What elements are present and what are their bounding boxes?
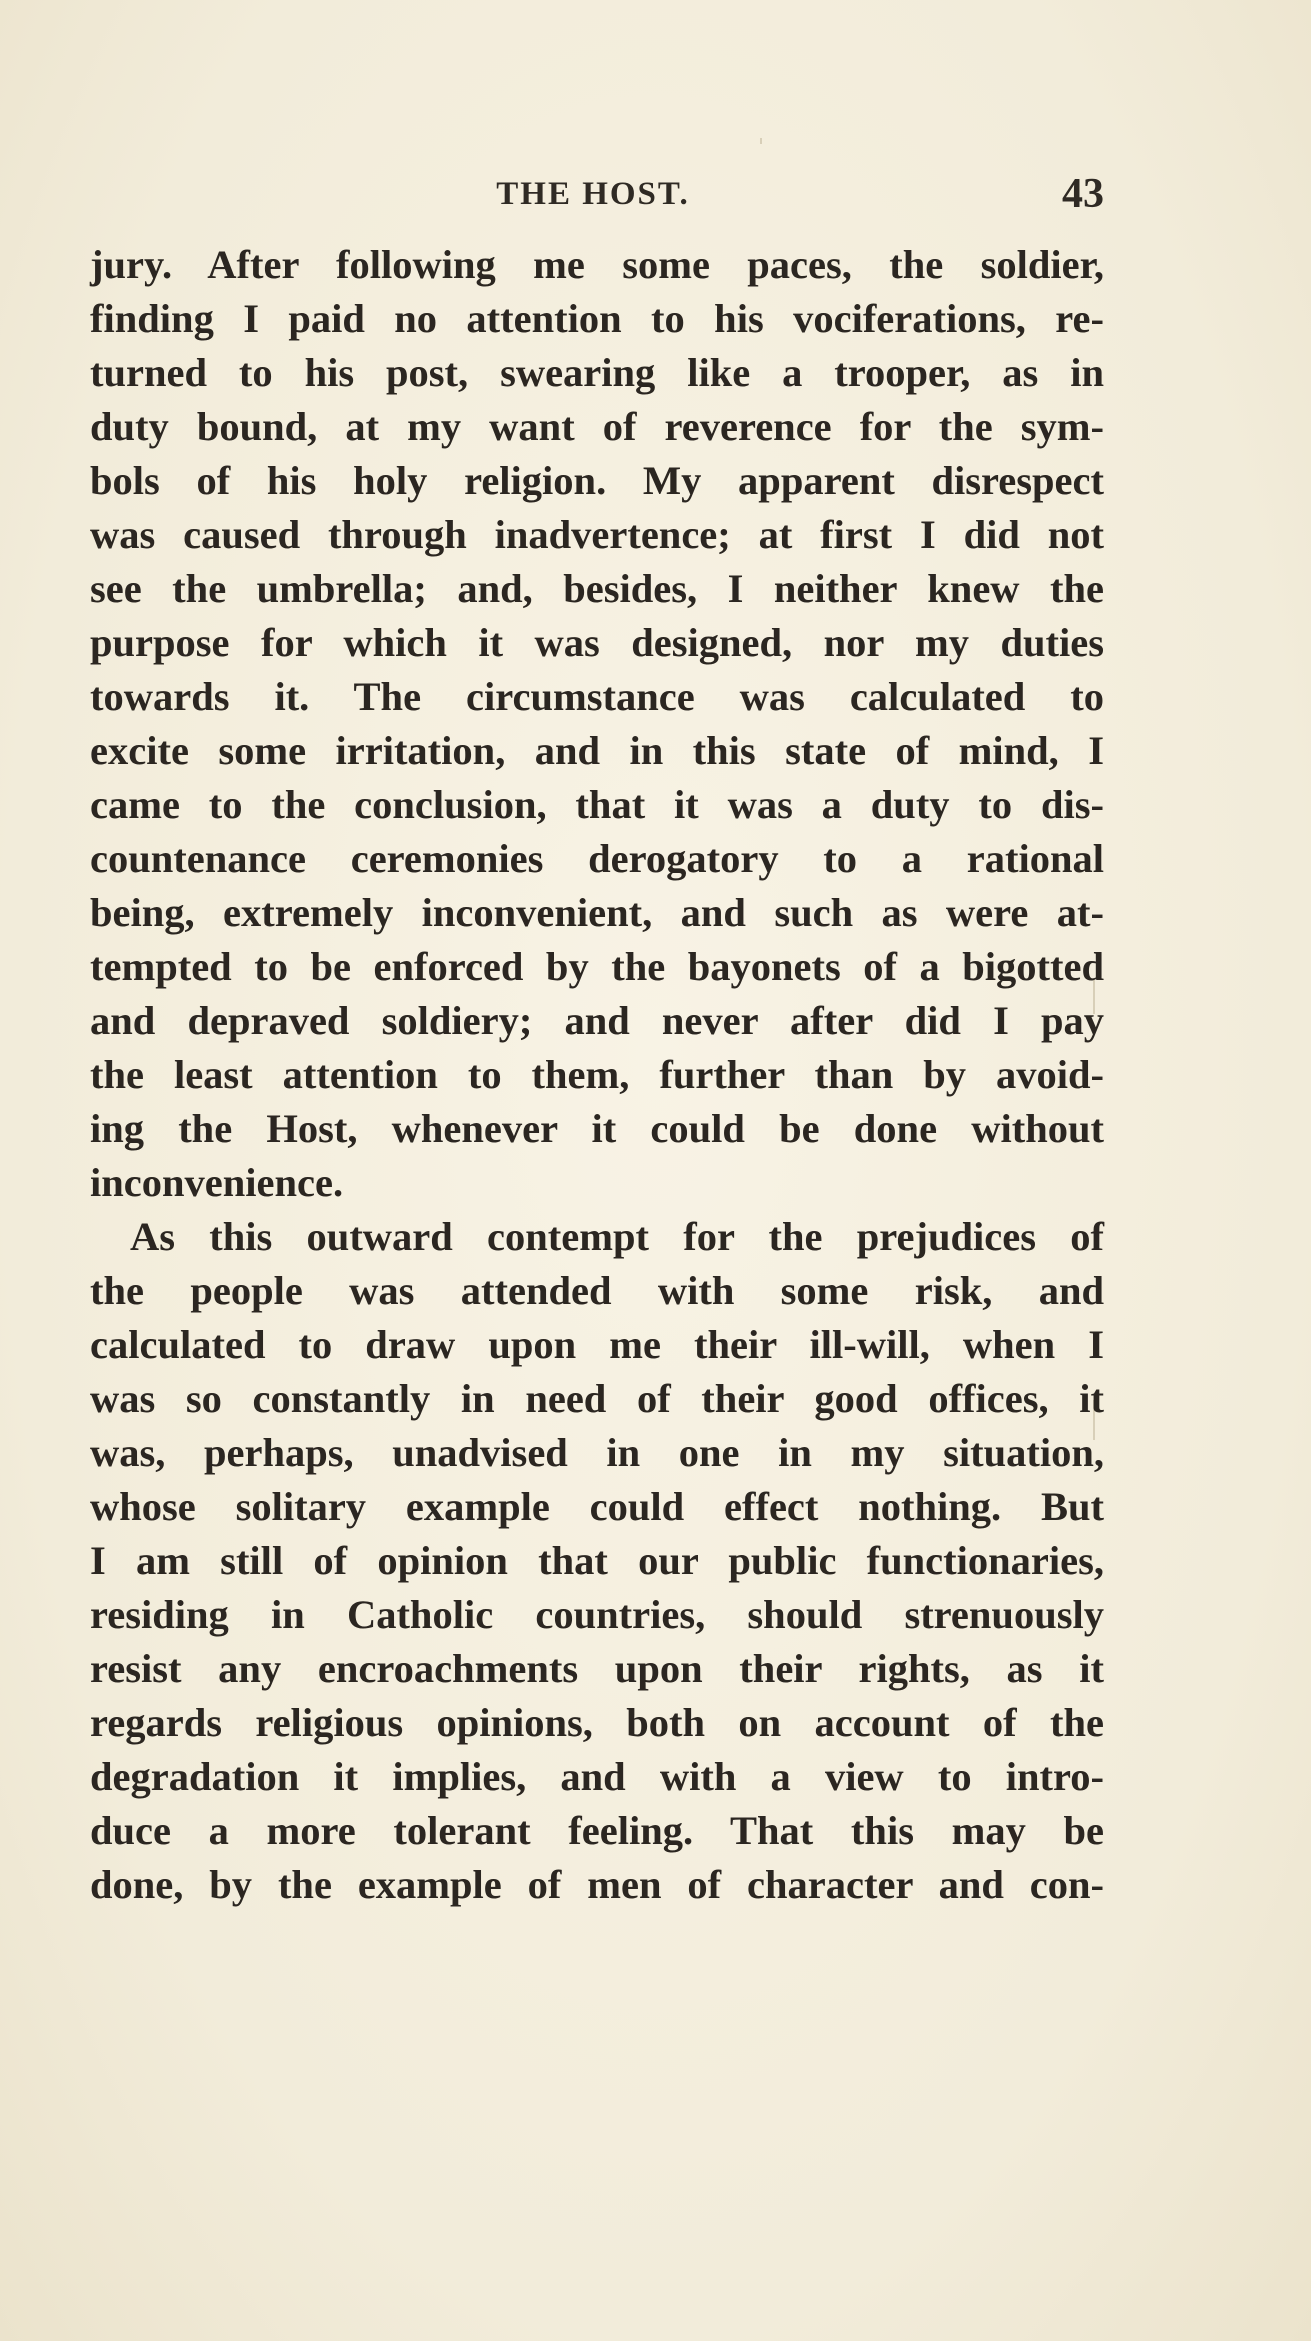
text-line: finding I paid no attention to his vociferations, re- [90,296,1104,341]
text-line: jury. After following me some paces, the soldier, [90,242,1104,287]
text-line: see the umbrella; and, besides, I neither knew the [90,566,1104,611]
text-line: tempted to be enforced by the bayonets of a bigotted [90,944,1104,989]
text-line: was, perhaps, unadvised in one in my situation, [90,1430,1104,1475]
text-line: duce a more tolerant feeling. That this may be [90,1808,1104,1853]
text-line: resist any encroachments upon their rights, as it [90,1646,1104,1691]
body-text [90,238,1104,1912]
text-line: purpose for which it was designed, nor my duties [90,620,1104,665]
running-head-title: THE HOST. [496,176,690,212]
text-line: the people was attended with some risk, and [90,1268,1104,1313]
text-line: whose solitary example could effect nothing. But [90,1484,1104,1529]
text-line: done, by the example of men of character and con- [90,1862,1104,1907]
running-head [88,171,1104,226]
text-line: the least attention to them, further than by avoid- [90,1052,1104,1097]
text-line: ing the Host, whenever it could be done without [90,1106,1104,1151]
text-line: and depraved soldiery; and never after did I pay [90,998,1104,1043]
text-line: was so constantly in need of their good offices, it [90,1376,1104,1421]
text-line: being, extremely inconvenient, and such as were at- [90,890,1104,935]
text-line: bols of his holy religion. My apparent disrespect [90,458,1104,503]
page-speck [760,138,762,144]
text-line: towards it. The circumstance was calculated to [90,674,1104,719]
text-line: residing in Catholic countries, should strenuously [90,1592,1104,1637]
text-line: duty bound, at my want of reverence for the sym- [90,404,1104,449]
text-line: regards religious opinions, both on account of the [90,1700,1104,1745]
text-line: countenance ceremonies derogatory to a rational [90,836,1104,881]
text-line: degradation it implies, and with a view to intro- [90,1754,1104,1799]
paragraph-end-line: inconvenience. [90,1160,344,1205]
text-line: I am still of opinion that our public functionaries, [90,1538,1104,1583]
page-number: 43 [1062,171,1104,217]
text-line: calculated to draw upon me their ill-will, when I [90,1322,1104,1367]
text-line: was caused through inadvertence; at first I did not [90,512,1104,557]
text-line: came to the conclusion, that it was a duty to dis- [90,782,1104,827]
text-line: turned to his post, swearing like a trooper, as in [90,350,1104,395]
text-line: excite some irritation, and in this state of mind, I [90,728,1104,773]
paragraph-start-line: As this outward contempt for the prejudices of [130,1214,1104,1259]
